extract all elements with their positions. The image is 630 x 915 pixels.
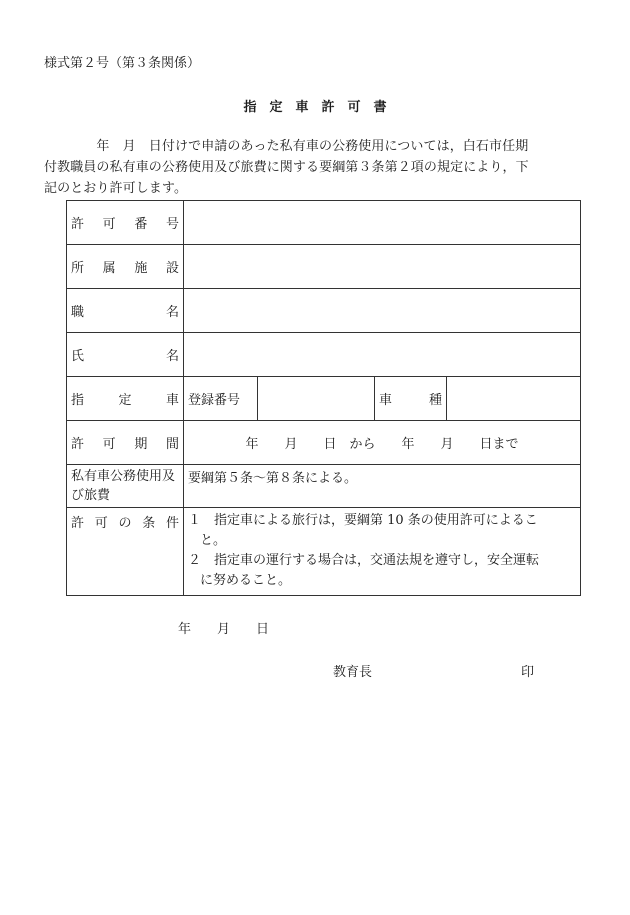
signer-title: 教育長: [333, 665, 373, 680]
registration-number-label: 登録番号: [184, 377, 258, 421]
intro-line: 付教職員の私有車の公務使用及び旅費に関する要綱第３条第２項の規定により，下: [44, 160, 529, 175]
vehicle-type-label: 車 種: [375, 377, 447, 421]
table-row: [67, 465, 581, 508]
table-row: [67, 289, 581, 333]
name-value: [184, 333, 581, 377]
condition-item-continuation: と。: [200, 533, 227, 548]
vehicle-type-value: [447, 377, 581, 421]
table-row: [67, 377, 581, 421]
table-row: [67, 333, 581, 377]
document-title: 指 定 車 許 可 書: [243, 100, 387, 115]
table-row: [67, 508, 581, 596]
condition-item: １ 指定車による旅行は，要綱第 10 条の使用許可によるこ: [188, 513, 538, 528]
travel-label: 私有車公務使用及び旅費: [67, 465, 184, 508]
table-row: [67, 245, 581, 289]
condition-item: ２ 指定車の運行する場合は，交通法規を遵守し，安全運転: [188, 553, 540, 568]
intro-line: 記のとおり許可します。: [44, 181, 188, 196]
affiliation-value: [184, 245, 581, 289]
table-row: [67, 201, 581, 245]
permit-period-label: 許 可 期 間: [67, 421, 184, 465]
permit-period-value: 年 月 日 から 年 月 日まで: [184, 421, 581, 465]
travel-value: 要綱第５条～第８条による。: [184, 465, 581, 508]
condition-item-continuation: に努めること。: [200, 573, 292, 588]
intro-line: 年 月 日付けで申請のあった私有車の公務使用については，白石市任期: [44, 139, 529, 154]
permit-number-value: [184, 201, 581, 245]
position-value: [184, 289, 581, 333]
designated-vehicle-label: 指 定 車: [67, 377, 184, 421]
intro-paragraph: [44, 136, 592, 199]
conditions-value: [184, 508, 581, 596]
affiliation-label: 所 属 施 設: [67, 245, 184, 289]
form-reference: 様式第２号（第３条関係）: [44, 56, 201, 71]
registration-number-value: [258, 377, 375, 421]
issue-date: 年 月 日: [178, 622, 270, 637]
name-label: 氏 名: [67, 333, 184, 377]
conditions-label: 許 可 の 条 件: [67, 508, 184, 596]
position-label: 職 名: [67, 289, 184, 333]
permit-table: [66, 200, 581, 596]
seal-mark: 印: [521, 665, 535, 680]
permit-number-label: 許 可 番 号: [67, 201, 184, 245]
table-row: [67, 421, 581, 465]
